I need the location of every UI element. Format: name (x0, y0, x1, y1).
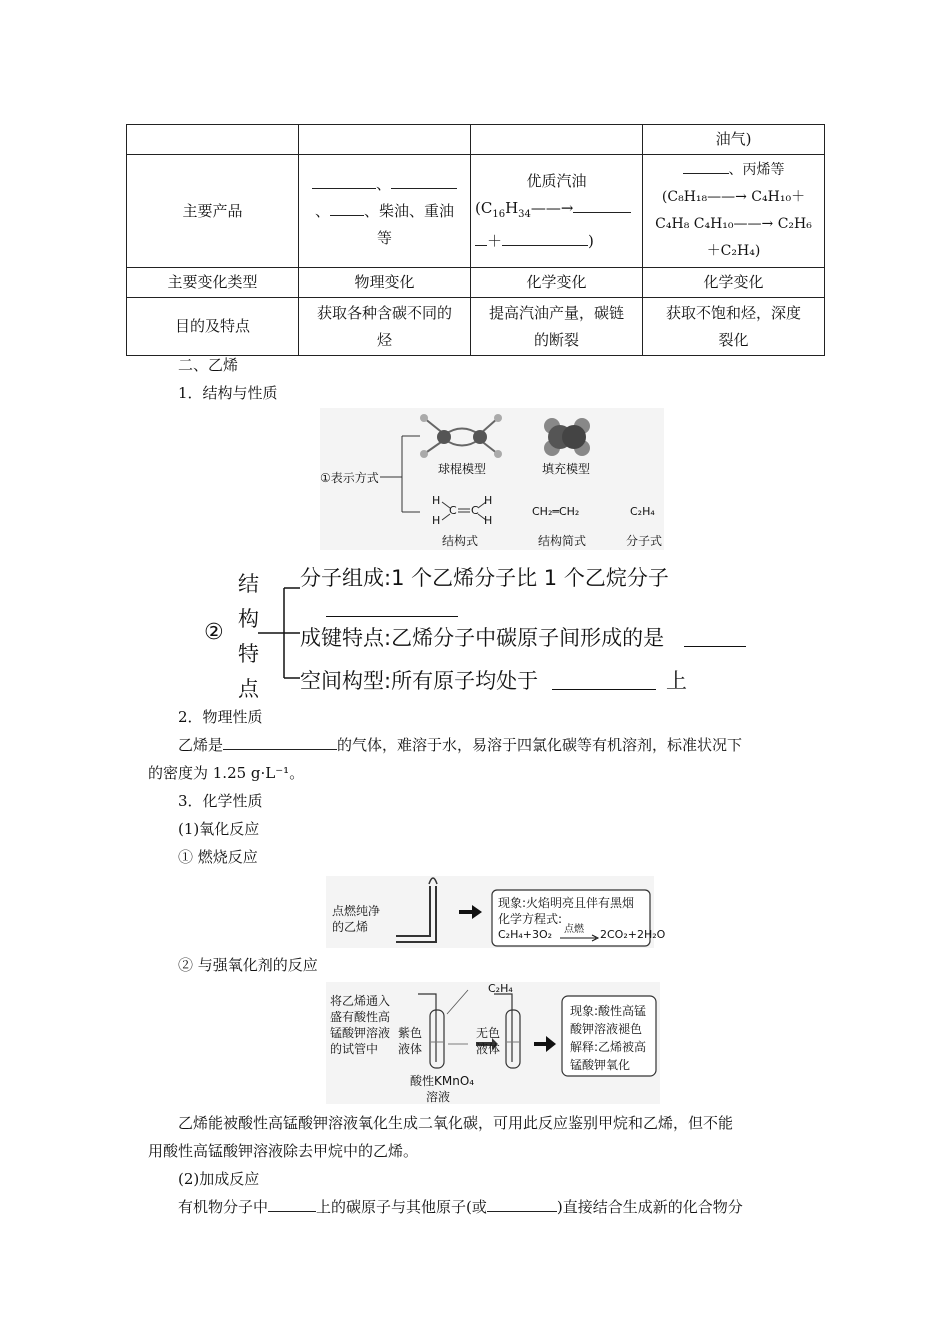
text: ＋C₂H₄) (706, 243, 761, 259)
fill-blank (502, 231, 588, 246)
petroleum-processing-table (126, 124, 825, 356)
arrow-icon (459, 905, 482, 919)
vertical-char: 特 (238, 642, 259, 666)
fill-blank (683, 159, 729, 174)
text: 34 (518, 208, 531, 220)
fill-blank (330, 201, 364, 216)
fill-blank (684, 646, 746, 647)
text: 获取各种含碳不同的 (316, 303, 452, 322)
table-cell (471, 155, 643, 268)
figure-text: 化学方程式: (498, 912, 563, 926)
vertical-char: 构 (238, 607, 259, 631)
space-filling-model-icon (544, 418, 590, 456)
row-label-products: 主要产品 (127, 155, 299, 268)
molecular-composition: 分子组成:1 个乙烯分子比 1 个乙烷分子 (300, 566, 669, 590)
fill-blank (223, 735, 337, 750)
text: 乙烯是 (178, 736, 224, 754)
figure-text: 酸钾溶液褪色 (570, 1022, 643, 1036)
table-row (127, 298, 825, 356)
subsection-heading: ① 燃烧反应 (178, 848, 258, 866)
text: (C (475, 198, 493, 217)
figure-text: 点燃纯净 (332, 904, 381, 918)
text: 的断裂 (533, 330, 579, 349)
figure-text: 将乙烯通入 (330, 994, 391, 1008)
text: ) (588, 231, 594, 250)
text: 、柴油、重油 (364, 201, 455, 220)
row-label-purpose: 目的及特点 (127, 298, 299, 356)
table-cell (299, 125, 471, 155)
simplified-label: 结构简式 (538, 534, 587, 548)
figure-text: 的乙烯 (332, 920, 369, 934)
vertical-char: 点 (238, 677, 259, 701)
table-cell (471, 125, 643, 155)
vertical-char: 结 (238, 572, 259, 596)
subsection-heading: 2．物理性质 (178, 708, 263, 726)
ball-stick-model-icon (420, 414, 502, 458)
text: 等 (376, 228, 392, 247)
simplified-formula: CH₂═CH₂ (532, 505, 580, 518)
text: )直接结合生成新的化合物分 (556, 1198, 743, 1216)
molecular-formula: C₂H₄ (630, 505, 655, 518)
text: ＋ (487, 231, 503, 250)
text: 、 (314, 201, 330, 220)
equation-condition: 点燃 (564, 924, 584, 935)
table-row (127, 125, 825, 155)
fill-blank (326, 616, 458, 617)
paragraph (178, 732, 742, 759)
table-cell (127, 125, 299, 155)
paragraph: 用酸性高锰酸钾溶液除去甲烷中的乙烯。 (148, 1142, 419, 1160)
text: 16 (492, 208, 506, 220)
text: 、丙烯等 (728, 162, 785, 178)
fill-blank (391, 174, 457, 189)
arrow-icon (534, 1036, 556, 1052)
table-cell (299, 298, 471, 356)
equation-products: 2CO₂+2H₂O (600, 928, 666, 941)
text: 有机物分子中 (178, 1198, 269, 1216)
spatial-configuration: 空间构型:所有原子均处于 (300, 669, 539, 693)
atom-label: H (484, 494, 493, 507)
text: 的气体，难溶于水，易溶于四氯化碳等有机溶剂，标准状况下 (337, 736, 743, 754)
text: (C₈H₁₈——→ C₄H₁₀＋ (661, 189, 806, 205)
table-cell: 物理变化 (299, 268, 471, 298)
figure-text: 盛有酸性高 (330, 1010, 391, 1024)
paragraph: 的密度为 1.25 g·L⁻¹。 (148, 764, 305, 782)
text: 提高汽油产量，碳链 (488, 303, 624, 322)
text: 上 (666, 669, 687, 693)
ethylene-representation-figure (320, 408, 664, 550)
structural-label: 结构式 (442, 534, 479, 548)
table-cell: 化学变化 (471, 268, 643, 298)
table-cell: 化学变化 (643, 268, 825, 298)
table-cell (299, 155, 471, 268)
figure-text: 紫色 (398, 1026, 423, 1040)
text: 裂化 (718, 330, 749, 349)
table-row (127, 268, 825, 298)
subsection-heading: 1．结构与性质 (178, 384, 278, 402)
text: H (505, 198, 519, 217)
item-number: ② (204, 620, 224, 645)
figure-text: 现象:酸性高锰 (570, 1004, 647, 1018)
reaction-arrow: ——→ (530, 198, 574, 217)
table-cell: 油气) (643, 125, 825, 155)
figure-text: 解释:乙烯被高 (570, 1040, 647, 1054)
table-cell (643, 298, 825, 356)
subsection-heading: ② 与强氧化剂的反应 (178, 956, 318, 974)
bond-feature: 成键特点:乙烯分子中碳原子间形成的是 (300, 626, 665, 650)
flame-icon (429, 878, 437, 884)
fill-blank (475, 231, 487, 246)
fill-blank (487, 1197, 557, 1212)
figure-text: 液体 (398, 1042, 423, 1056)
table-cell (643, 155, 825, 268)
fill-blank (312, 174, 376, 189)
figure-text: 酸性KMnO₄ (410, 1074, 475, 1088)
subsection-heading: (1)氧化反应 (178, 820, 260, 838)
space-filling-label: 填充模型 (542, 462, 591, 476)
section-heading: 二、乙烯 (178, 356, 239, 374)
text: C₄H₈ C₄H₁₀——→ C₂H₆ (655, 216, 812, 232)
row-label-change-type: 主要变化类型 (127, 268, 299, 298)
table-row (127, 155, 825, 268)
combustion-figure (326, 876, 666, 948)
atom-label: C (471, 504, 479, 517)
text: 获取不饱和烃，深度 (665, 303, 801, 322)
figure-text: C₂H₄ (488, 982, 513, 995)
text: 上的碳原子与其他原子(或 (316, 1198, 487, 1216)
fill-blank (573, 198, 631, 213)
ball-stick-label: 球棍模型 (438, 462, 487, 476)
figure-text: 液体 (476, 1042, 501, 1056)
text: 优质汽油 (526, 171, 587, 190)
atom-label: H (432, 494, 441, 507)
figure-text: 锰酸钾溶液 (330, 1026, 391, 1040)
paragraph: 乙烯能被酸性高锰酸钾溶液氧化生成二氧化碳，可用此反应鉴别甲烷和乙烯，但不能 (178, 1114, 734, 1132)
figure-text: 无色 (476, 1026, 501, 1040)
atom-label: H (432, 514, 441, 527)
kmno4-reaction-figure (326, 982, 660, 1104)
figure-text: 现象:火焰明亮且伴有黑烟 (498, 896, 635, 910)
representation-label: ①表示方式 (320, 471, 379, 485)
text: 、 (375, 174, 391, 193)
fill-blank (268, 1197, 316, 1212)
paragraph (178, 1194, 743, 1221)
text: 烃 (376, 330, 392, 349)
table-cell (471, 298, 643, 356)
atom-label: C (449, 504, 457, 517)
figure-text: 溶液 (426, 1090, 451, 1104)
equation-reactants: C₂H₄+3O₂ (498, 928, 553, 941)
figure-text: 锰酸钾氧化 (570, 1058, 631, 1072)
atom-label: H (484, 514, 493, 527)
subsection-heading: 3．化学性质 (178, 792, 263, 810)
fill-blank (552, 689, 656, 690)
molecular-label: 分子式 (626, 534, 663, 548)
subsection-heading: (2)加成反应 (178, 1170, 260, 1188)
figure-text: 的试管中 (330, 1042, 379, 1056)
